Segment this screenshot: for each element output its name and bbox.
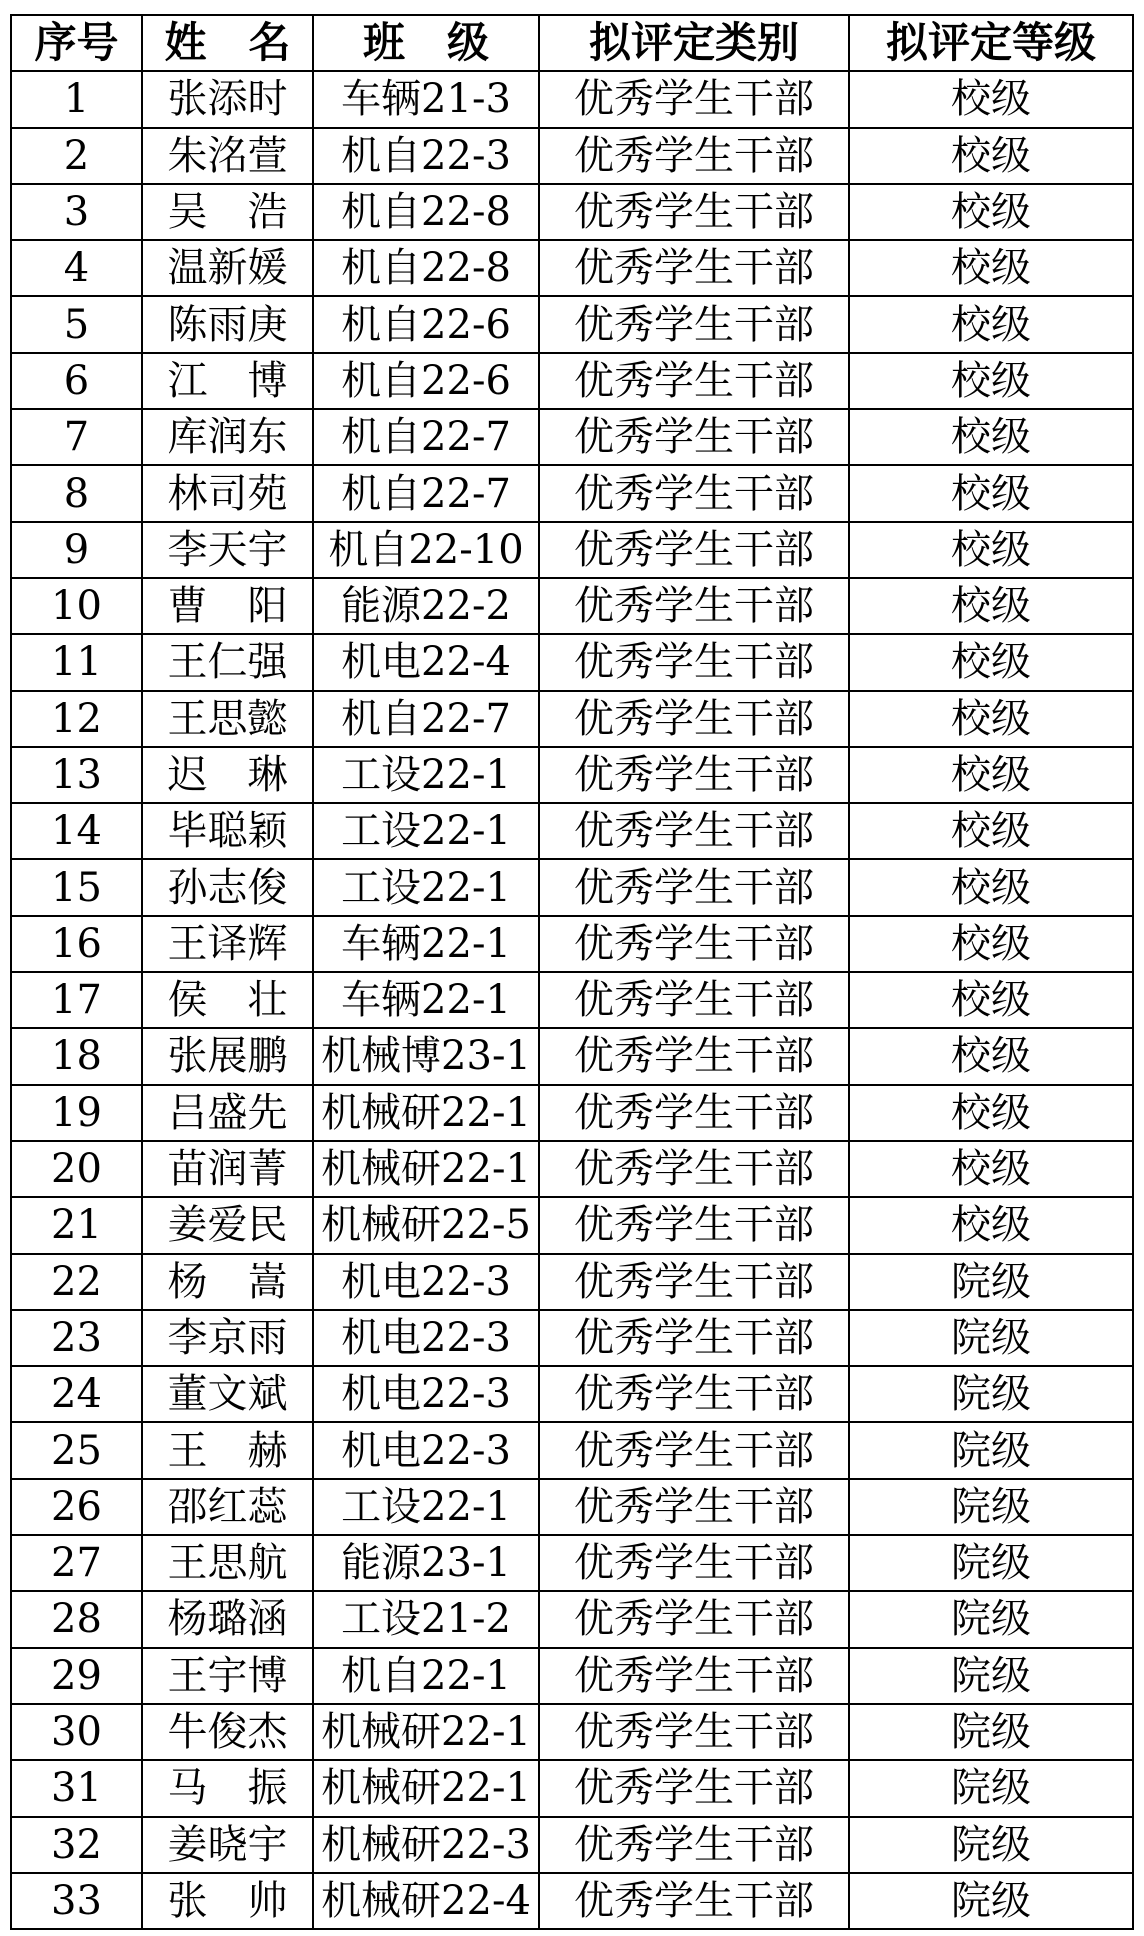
cell-class: 机械研22-1 xyxy=(313,1085,539,1141)
table-row xyxy=(11,972,1133,1028)
cell-level: 校级 xyxy=(849,240,1133,296)
cell-class: 车辆22-1 xyxy=(313,972,539,1028)
cell-index: 17 xyxy=(11,972,142,1028)
cell-name: 侯 壮 xyxy=(142,972,313,1028)
cell-index: 30 xyxy=(11,1704,142,1760)
cell-class: 机自22-6 xyxy=(313,296,539,352)
cell-name: 王译辉 xyxy=(142,916,313,972)
table-row xyxy=(11,634,1133,690)
cell-level: 院级 xyxy=(849,1648,1133,1704)
cell-name: 姜爱民 xyxy=(142,1197,313,1253)
cell-category: 优秀学生干部 xyxy=(539,1254,849,1310)
cell-index: 1 xyxy=(11,71,142,127)
table-row xyxy=(11,1422,1133,1478)
cell-index: 31 xyxy=(11,1760,142,1816)
cell-class: 机自22-3 xyxy=(313,128,539,184)
cell-index: 8 xyxy=(11,465,142,521)
header-name: 姓 名 xyxy=(142,15,313,71)
cell-level: 校级 xyxy=(849,353,1133,409)
cell-name: 王 赫 xyxy=(142,1422,313,1478)
table-row xyxy=(11,578,1133,634)
cell-category: 优秀学生干部 xyxy=(539,747,849,803)
cell-name: 张展鹏 xyxy=(142,1028,313,1084)
table-row xyxy=(11,240,1133,296)
roster-table xyxy=(10,14,1134,1930)
cell-level: 院级 xyxy=(849,1479,1133,1535)
cell-class: 机自22-10 xyxy=(313,522,539,578)
header-category: 拟评定类别 xyxy=(539,15,849,71)
cell-level: 校级 xyxy=(849,634,1133,690)
cell-category: 优秀学生干部 xyxy=(539,1535,849,1591)
table-header xyxy=(11,15,1133,71)
cell-category: 优秀学生干部 xyxy=(539,522,849,578)
cell-class: 工设21-2 xyxy=(313,1591,539,1647)
cell-name: 陈雨庚 xyxy=(142,296,313,352)
cell-level: 院级 xyxy=(849,1422,1133,1478)
cell-category: 优秀学生干部 xyxy=(539,128,849,184)
cell-index: 2 xyxy=(11,128,142,184)
cell-index: 16 xyxy=(11,916,142,972)
cell-level: 院级 xyxy=(849,1817,1133,1873)
table-row xyxy=(11,1760,1133,1816)
cell-category: 优秀学生干部 xyxy=(539,1479,849,1535)
cell-category: 优秀学生干部 xyxy=(539,1704,849,1760)
cell-level: 校级 xyxy=(849,972,1133,1028)
cell-level: 校级 xyxy=(849,409,1133,465)
cell-category: 优秀学生干部 xyxy=(539,1760,849,1816)
table-row xyxy=(11,1704,1133,1760)
cell-level: 校级 xyxy=(849,691,1133,747)
table-row xyxy=(11,1141,1133,1197)
table-row xyxy=(11,1197,1133,1253)
cell-index: 22 xyxy=(11,1254,142,1310)
table-row xyxy=(11,71,1133,127)
cell-index: 18 xyxy=(11,1028,142,1084)
cell-index: 14 xyxy=(11,803,142,859)
cell-name: 朱洺萱 xyxy=(142,128,313,184)
cell-level: 院级 xyxy=(849,1704,1133,1760)
cell-category: 优秀学生干部 xyxy=(539,1310,849,1366)
cell-category: 优秀学生干部 xyxy=(539,916,849,972)
cell-category: 优秀学生干部 xyxy=(539,578,849,634)
cell-level: 校级 xyxy=(849,747,1133,803)
header-class: 班 级 xyxy=(313,15,539,71)
cell-index: 32 xyxy=(11,1817,142,1873)
cell-index: 6 xyxy=(11,353,142,409)
table-row xyxy=(11,916,1133,972)
cell-name: 张 帅 xyxy=(142,1873,313,1929)
table-row xyxy=(11,1817,1133,1873)
cell-name: 孙志俊 xyxy=(142,859,313,915)
cell-name: 王思航 xyxy=(142,1535,313,1591)
cell-name: 曹 阳 xyxy=(142,578,313,634)
cell-index: 25 xyxy=(11,1422,142,1478)
cell-index: 11 xyxy=(11,634,142,690)
cell-index: 27 xyxy=(11,1535,142,1591)
table-row xyxy=(11,465,1133,521)
cell-class: 能源22-2 xyxy=(313,578,539,634)
cell-class: 机械研22-1 xyxy=(313,1760,539,1816)
cell-level: 校级 xyxy=(849,296,1133,352)
cell-class: 机自22-8 xyxy=(313,184,539,240)
cell-level: 院级 xyxy=(849,1535,1133,1591)
cell-level: 校级 xyxy=(849,71,1133,127)
cell-index: 23 xyxy=(11,1310,142,1366)
cell-class: 机电22-3 xyxy=(313,1254,539,1310)
cell-class: 机自22-6 xyxy=(313,353,539,409)
cell-class: 机自22-8 xyxy=(313,240,539,296)
cell-class: 机电22-3 xyxy=(313,1422,539,1478)
cell-level: 院级 xyxy=(849,1310,1133,1366)
cell-name: 邵红蕊 xyxy=(142,1479,313,1535)
cell-level: 院级 xyxy=(849,1760,1133,1816)
cell-name: 苗润菁 xyxy=(142,1141,313,1197)
cell-level: 校级 xyxy=(849,465,1133,521)
cell-name: 李天宇 xyxy=(142,522,313,578)
cell-index: 28 xyxy=(11,1591,142,1647)
cell-category: 优秀学生干部 xyxy=(539,1591,849,1647)
table-row xyxy=(11,803,1133,859)
cell-class: 机械研22-4 xyxy=(313,1873,539,1929)
table-row xyxy=(11,1648,1133,1704)
table-row xyxy=(11,691,1133,747)
cell-category: 优秀学生干部 xyxy=(539,1028,849,1084)
cell-level: 校级 xyxy=(849,916,1133,972)
cell-name: 马 振 xyxy=(142,1760,313,1816)
cell-class: 车辆21-3 xyxy=(313,71,539,127)
cell-category: 优秀学生干部 xyxy=(539,240,849,296)
table-row xyxy=(11,1535,1133,1591)
cell-class: 机自22-7 xyxy=(313,691,539,747)
cell-category: 优秀学生干部 xyxy=(539,1141,849,1197)
cell-category: 优秀学生干部 xyxy=(539,71,849,127)
cell-category: 优秀学生干部 xyxy=(539,859,849,915)
cell-name: 杨 嵩 xyxy=(142,1254,313,1310)
table-row xyxy=(11,859,1133,915)
table-row xyxy=(11,1479,1133,1535)
cell-level: 院级 xyxy=(849,1254,1133,1310)
cell-name: 王思懿 xyxy=(142,691,313,747)
cell-class: 机电22-3 xyxy=(313,1366,539,1422)
header-index: 序号 xyxy=(11,15,142,71)
cell-index: 3 xyxy=(11,184,142,240)
cell-level: 校级 xyxy=(849,128,1133,184)
cell-index: 7 xyxy=(11,409,142,465)
cell-category: 优秀学生干部 xyxy=(539,634,849,690)
cell-index: 33 xyxy=(11,1873,142,1929)
cell-level: 校级 xyxy=(849,859,1133,915)
table-row xyxy=(11,409,1133,465)
cell-name: 林司苑 xyxy=(142,465,313,521)
cell-class: 机自22-7 xyxy=(313,409,539,465)
table-row xyxy=(11,747,1133,803)
table-row xyxy=(11,353,1133,409)
cell-name: 李京雨 xyxy=(142,1310,313,1366)
cell-level: 院级 xyxy=(849,1873,1133,1929)
cell-category: 优秀学生干部 xyxy=(539,296,849,352)
cell-name: 江 博 xyxy=(142,353,313,409)
cell-class: 工设22-1 xyxy=(313,747,539,803)
cell-name: 吴 浩 xyxy=(142,184,313,240)
cell-class: 机械博23-1 xyxy=(313,1028,539,1084)
cell-level: 校级 xyxy=(849,803,1133,859)
cell-level: 校级 xyxy=(849,1141,1133,1197)
cell-index: 26 xyxy=(11,1479,142,1535)
cell-class: 能源23-1 xyxy=(313,1535,539,1591)
cell-category: 优秀学生干部 xyxy=(539,1817,849,1873)
table-body xyxy=(11,71,1133,1929)
cell-name: 杨璐涵 xyxy=(142,1591,313,1647)
table-row xyxy=(11,1310,1133,1366)
cell-category: 优秀学生干部 xyxy=(539,1648,849,1704)
cell-class: 机械研22-5 xyxy=(313,1197,539,1253)
cell-class: 工设22-1 xyxy=(313,1479,539,1535)
table-row xyxy=(11,522,1133,578)
cell-category: 优秀学生干部 xyxy=(539,465,849,521)
cell-index: 9 xyxy=(11,522,142,578)
cell-category: 优秀学生干部 xyxy=(539,1085,849,1141)
table-row xyxy=(11,296,1133,352)
cell-class: 机自22-1 xyxy=(313,1648,539,1704)
cell-class: 工设22-1 xyxy=(313,859,539,915)
cell-level: 校级 xyxy=(849,1028,1133,1084)
cell-level: 校级 xyxy=(849,522,1133,578)
cell-level: 校级 xyxy=(849,1085,1133,1141)
cell-class: 机械研22-1 xyxy=(313,1704,539,1760)
cell-index: 15 xyxy=(11,859,142,915)
cell-name: 迟 琳 xyxy=(142,747,313,803)
table-row xyxy=(11,1366,1133,1422)
cell-class: 机械研22-3 xyxy=(313,1817,539,1873)
cell-class: 机自22-7 xyxy=(313,465,539,521)
cell-category: 优秀学生干部 xyxy=(539,1366,849,1422)
cell-category: 优秀学生干部 xyxy=(539,972,849,1028)
cell-class: 机电22-4 xyxy=(313,634,539,690)
cell-category: 优秀学生干部 xyxy=(539,409,849,465)
cell-name: 牛俊杰 xyxy=(142,1704,313,1760)
cell-category: 优秀学生干部 xyxy=(539,353,849,409)
cell-name: 姜晓宇 xyxy=(142,1817,313,1873)
table-row xyxy=(11,1254,1133,1310)
cell-index: 21 xyxy=(11,1197,142,1253)
cell-category: 优秀学生干部 xyxy=(539,1422,849,1478)
cell-name: 王宇博 xyxy=(142,1648,313,1704)
cell-category: 优秀学生干部 xyxy=(539,184,849,240)
table-row xyxy=(11,184,1133,240)
table-row xyxy=(11,1085,1133,1141)
cell-level: 院级 xyxy=(849,1591,1133,1647)
cell-name: 王仁强 xyxy=(142,634,313,690)
cell-index: 24 xyxy=(11,1366,142,1422)
cell-index: 29 xyxy=(11,1648,142,1704)
header-row xyxy=(11,15,1133,71)
cell-level: 校级 xyxy=(849,184,1133,240)
table-row xyxy=(11,1028,1133,1084)
cell-name: 库润东 xyxy=(142,409,313,465)
cell-index: 19 xyxy=(11,1085,142,1141)
cell-level: 院级 xyxy=(849,1366,1133,1422)
cell-index: 4 xyxy=(11,240,142,296)
cell-name: 董文斌 xyxy=(142,1366,313,1422)
header-level: 拟评定等级 xyxy=(849,15,1133,71)
cell-category: 优秀学生干部 xyxy=(539,691,849,747)
cell-level: 校级 xyxy=(849,1197,1133,1253)
cell-name: 温新媛 xyxy=(142,240,313,296)
cell-category: 优秀学生干部 xyxy=(539,803,849,859)
table-row xyxy=(11,1591,1133,1647)
cell-name: 吕盛先 xyxy=(142,1085,313,1141)
cell-class: 工设22-1 xyxy=(313,803,539,859)
cell-index: 20 xyxy=(11,1141,142,1197)
cell-class: 机械研22-1 xyxy=(313,1141,539,1197)
cell-index: 5 xyxy=(11,296,142,352)
cell-category: 优秀学生干部 xyxy=(539,1873,849,1929)
cell-class: 车辆22-1 xyxy=(313,916,539,972)
cell-index: 10 xyxy=(11,578,142,634)
table-row xyxy=(11,1873,1133,1929)
cell-index: 12 xyxy=(11,691,142,747)
cell-name: 毕聪颖 xyxy=(142,803,313,859)
cell-level: 校级 xyxy=(849,578,1133,634)
cell-index: 13 xyxy=(11,747,142,803)
cell-category: 优秀学生干部 xyxy=(539,1197,849,1253)
cell-name: 张添时 xyxy=(142,71,313,127)
cell-class: 机电22-3 xyxy=(313,1310,539,1366)
table-row xyxy=(11,128,1133,184)
